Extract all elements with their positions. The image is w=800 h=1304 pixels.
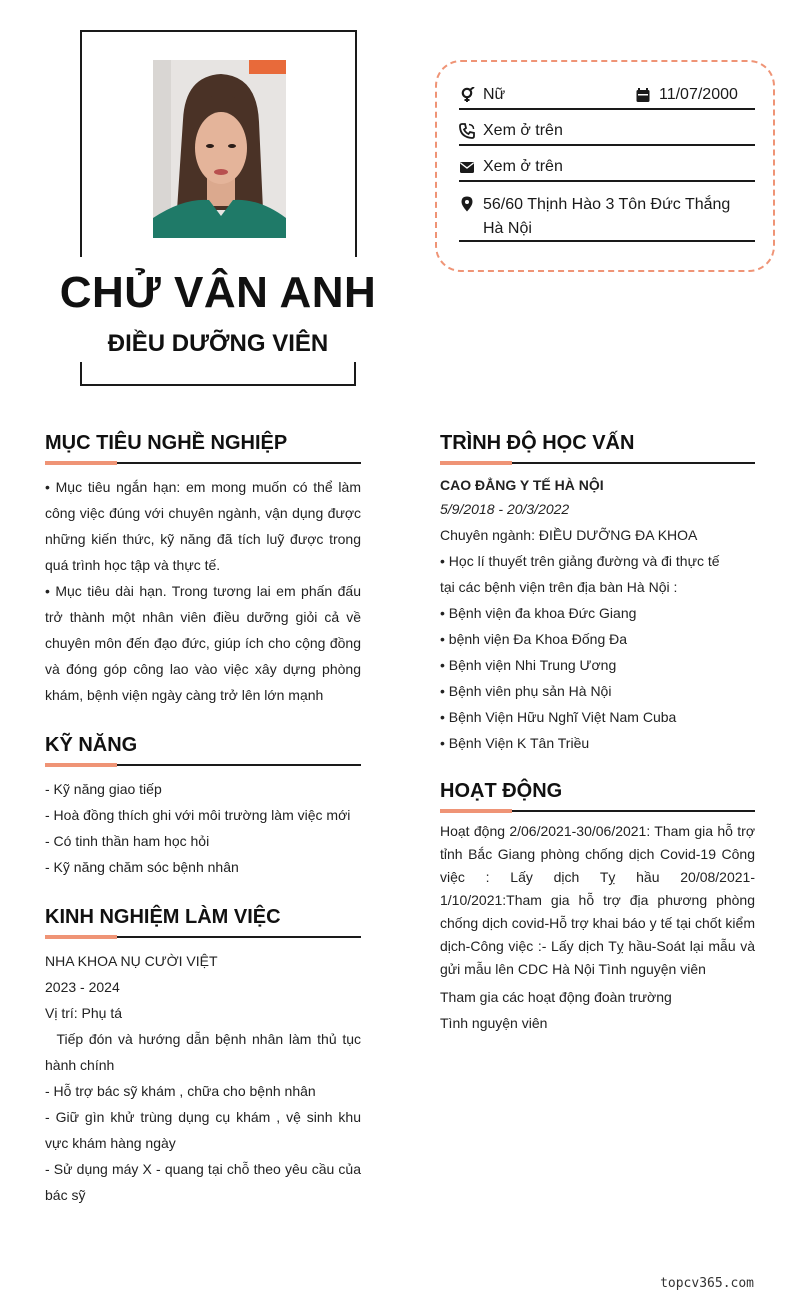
- job-title: ĐIỀU DƯỠNG VIÊN: [107, 330, 329, 357]
- education-school: CAO ĐẲNG Y TẾ HÀ NỘI: [440, 477, 604, 493]
- activity-paragraph: Hoạt động 2/06/2021-30/06/2021: Tham gia hỗ trợ tỉnh Bắc Giang phòng chống dịch Covid-19 Công việc : Lấy dịch Tỵ hầu 20/08/2021-1/10/2021:Tham gia hỗ trợ địa phương phòng chống dịch covid-Hỗ trợ khai báo y tế tại chốt kiểm dịch-Công việc :- Lấy dịch Tỵ hầu-Soát lại mẫu và gửi mẫu lên CDC Hà Nội Tình nguyện viên: [440, 823, 755, 977]
- education-major: Chuyên ngành: ĐIỀU DƯỠNG ĐA KHOA: [440, 527, 698, 543]
- activity-paragraph: Tình nguyện viên: [440, 1015, 548, 1031]
- education-detail: • Bệnh viện Nhi Trung Ương: [440, 657, 617, 673]
- phone-icon: [459, 123, 475, 139]
- skills-section: [45, 734, 361, 880]
- experience-period: 2023 - 2024: [45, 979, 120, 995]
- activities-body: [440, 820, 755, 1036]
- education-period: 5/9/2018 - 20/3/2022: [440, 501, 570, 517]
- experience-duty: Tiếp đón và hướng dẫn bệnh nhân làm thủ tục hành chính: [45, 1031, 365, 1073]
- activities-heading: [440, 780, 755, 810]
- email-value: Xem ở trên: [483, 158, 563, 175]
- education-detail: • Bệnh Viện K Tân Triều: [440, 735, 590, 751]
- skill-item: - Hoà đồng thích ghi với môi trường làm việc mới: [45, 807, 351, 823]
- activities-section: [440, 780, 755, 1036]
- skills-heading: [45, 734, 361, 764]
- experience-heading: [45, 906, 361, 936]
- skills-list: [45, 776, 361, 880]
- gender-value: Nữ: [483, 86, 506, 103]
- skills-title: KỸ NĂNG: [45, 734, 138, 756]
- experience-duty: - Sử dụng máy X - quang tại chỗ theo yêu cầu của bác sỹ: [45, 1161, 361, 1203]
- candidate-name: CHỬ VÂN ANH: [59, 268, 377, 317]
- phone-row: [459, 120, 755, 146]
- experience-duty: - Hỗ trợ bác sỹ khám , chữa cho bệnh nhân: [45, 1083, 316, 1099]
- education-body: [440, 474, 730, 756]
- objective-paragraph: • Mục tiêu dài hạn. Trong tương lai em phấn đấu trở thành một nhân viên điều dưỡng giỏi cả về chuyên môn đến đạo đức, giúp ích cho cộng đồng và đóng góp công lao vào việc xây dựng phòng khám, bệnh viện ngày càng trở lên lớn mạnh: [45, 583, 361, 703]
- activities-accent: [440, 809, 512, 813]
- profile-photo: [153, 60, 286, 238]
- education-detail: • Học lí thuyết trên giảng đường và đi thực tế tại các bệnh viện trên địa bàn Hà Nội :: [440, 553, 720, 595]
- experience-title: KINH NGHIỆM LÀM VIỆC: [45, 906, 281, 928]
- skill-item: - Kỹ năng giao tiếp: [45, 781, 162, 797]
- education-title: TRÌNH ĐỘ HỌC VẤN: [440, 432, 635, 454]
- education-detail: • Bệnh viện đa khoa Đức Giang: [440, 605, 637, 621]
- objective-body: [45, 474, 361, 708]
- experience-section: [45, 906, 365, 1208]
- experience-position: Vị trí: Phụ tá: [45, 1005, 123, 1021]
- objective-section: [45, 432, 361, 708]
- email-row: [459, 156, 755, 182]
- footer-brand: topcv365.com: [660, 1276, 754, 1291]
- experience-accent: [45, 935, 117, 939]
- header-frame-bottom: [80, 362, 356, 386]
- activity-paragraph: Tham gia các hoạt động đoàn trường: [440, 989, 672, 1005]
- gender-icon: [459, 87, 475, 103]
- education-accent: [440, 461, 512, 465]
- objective-paragraph: • Mục tiêu ngắn hạn: em mong muốn có thể làm công việc đúng với chuyên ngành, vận dụng được những kiến thức, kỹ năng đã tích luỹ được trong quá trình học tập và thực tế.: [45, 479, 361, 573]
- skills-accent: [45, 763, 117, 767]
- calendar-icon: [635, 87, 651, 103]
- address-row: [459, 192, 755, 242]
- email-icon: [459, 159, 475, 175]
- education-detail: • bệnh viện Đa Khoa Đống Đa: [440, 631, 628, 647]
- objective-title: MỤC TIÊU NGHỀ NGHIỆP: [45, 432, 288, 454]
- education-detail: • Bệnh Viện Hữu Nghĩ Việt Nam Cuba: [440, 709, 677, 725]
- experience-body: [45, 948, 365, 1208]
- education-section: [440, 432, 755, 756]
- skill-item: - Kỹ năng chăm sóc bệnh nhân: [45, 859, 239, 875]
- location-pin-icon: [459, 196, 475, 212]
- experience-company: NHA KHOA NỤ CƯỜI VIỆT: [45, 953, 218, 969]
- skill-item: - Có tinh thần ham học hỏi: [45, 833, 210, 849]
- dob-value: 11/07/2000: [659, 86, 738, 103]
- objective-accent: [45, 461, 117, 465]
- phone-value: Xem ở trên: [483, 122, 563, 139]
- objective-heading: [45, 432, 361, 462]
- gender-dob-row: [459, 84, 755, 110]
- contact-box: [435, 60, 775, 272]
- education-detail: • Bệnh viên phụ sản Hà Nội: [440, 683, 612, 699]
- address-value: 56/60 Thịnh Hào 3 Tôn Đức Thắng Hà Nội: [483, 196, 731, 237]
- education-heading: [440, 432, 755, 462]
- activities-title: HOẠT ĐỘNG: [440, 780, 563, 802]
- experience-duty: - Giữ gìn khử trùng dụng cụ khám , vệ sinh khu vực khám hàng ngày: [45, 1109, 361, 1151]
